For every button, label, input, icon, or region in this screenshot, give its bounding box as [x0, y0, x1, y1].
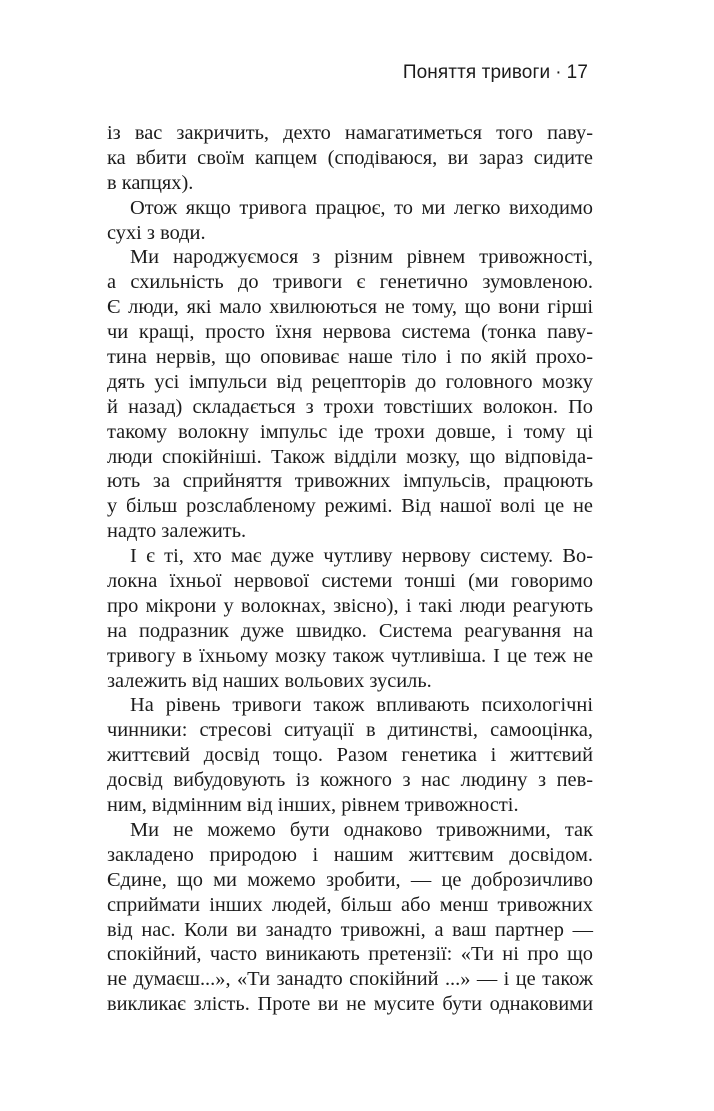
text-line: ка вбити своїм капцем (сподіваюся, ви зараз сидите	[107, 146, 593, 169]
text-line: залежить від наших вольових зусиль.	[107, 669, 432, 692]
text-line: закладено природою і нашим життєвим досвідом.	[107, 843, 593, 866]
text-line: не думаєш...», «Ти занадто спокійний ...» — і це також	[107, 968, 593, 991]
text-line: сухі з води.	[107, 221, 206, 244]
text-line: на подразник дуже швидко. Система реагування на	[107, 619, 593, 642]
text-line: у більш розслабленому режимі. Від нашої волі це не	[107, 495, 593, 518]
text-line: із вас закричить, дехто намагатиметься того паву-	[107, 122, 593, 144]
text-line: про мікрони у волокнах, звісно), і такі люди реагують	[107, 594, 593, 617]
text-line: Ми не можемо бути однаково тривожними, так	[130, 818, 593, 841]
text-line: викликає злість. Проте ви не мусите бути однаковими	[107, 993, 593, 1016]
text-line: На рівень тривоги також впливають психологічні	[130, 694, 593, 717]
text-line: люди спокійніші. Також відділи мозку, що відповіда-	[107, 445, 593, 468]
text-line: дять усі імпульси від рецепторів до головного мозку	[107, 370, 593, 393]
page-number: 17	[566, 62, 588, 83]
chapter-title: Поняття тривоги	[402, 62, 551, 83]
body-text	[107, 121, 593, 1017]
text-line: Є люди, які мало хвилюються не тому, що вони гірші	[107, 296, 593, 319]
text-line: ють за сприйняття тривожних імпульсів, працюють	[107, 470, 593, 493]
text-line: спокійний, часто виникають претензії: «Ти ні про що	[107, 943, 593, 966]
text-line: від нас. Коли ви занадто тривожні, а ваш партнер —	[107, 918, 593, 941]
text-line: чинники: стресові ситуації в дитинстві, самооцінка,	[107, 719, 593, 742]
text-line: досвід вибудовують із кожного з нас людину з пев-	[107, 769, 593, 792]
text-line: життєвий досвід тощо. Разом генетика і життєвий	[107, 744, 593, 767]
text-line: Ми народжуємося з різним рівнем тривожності,	[130, 246, 593, 269]
text-line: а схильність до тривоги є генетично зумовленою.	[107, 271, 593, 294]
header-separator: ·	[555, 62, 562, 83]
text-line: тривогу в їхньому мозку також чутливіша. І це теж не	[107, 644, 593, 667]
text-line: чи кращі, просто їхня нервова система (тонка паву-	[107, 321, 593, 344]
text-line: І є ті, хто має дуже чутливу нервову систему. Во-	[130, 545, 593, 568]
running-header	[403, 62, 588, 84]
text-line: Єдине, що ми можемо зробити, — це доброзичливо	[107, 868, 593, 891]
text-line: Отож якщо тривога працює, то ми легко виходимо	[130, 196, 593, 219]
text-line: ним, відмінним від інших, рівнем тривожності.	[107, 794, 519, 817]
text-line: локна їхньої нервової системи тонші (ми говоримо	[107, 570, 593, 593]
text-line: сприймати інших людей, більш або менш тривожних	[107, 893, 593, 916]
text-line: в капцях).	[107, 171, 194, 194]
text-line: й назад) складається з трохи товстіших волокон. По	[107, 395, 593, 418]
text-line: такому волокну імпульс іде трохи довше, і тому ці	[107, 420, 593, 443]
text-line: тина нервів, що оповиває наше тіло і по якій прохо-	[107, 346, 593, 369]
text-line: надто залежить.	[107, 520, 247, 543]
